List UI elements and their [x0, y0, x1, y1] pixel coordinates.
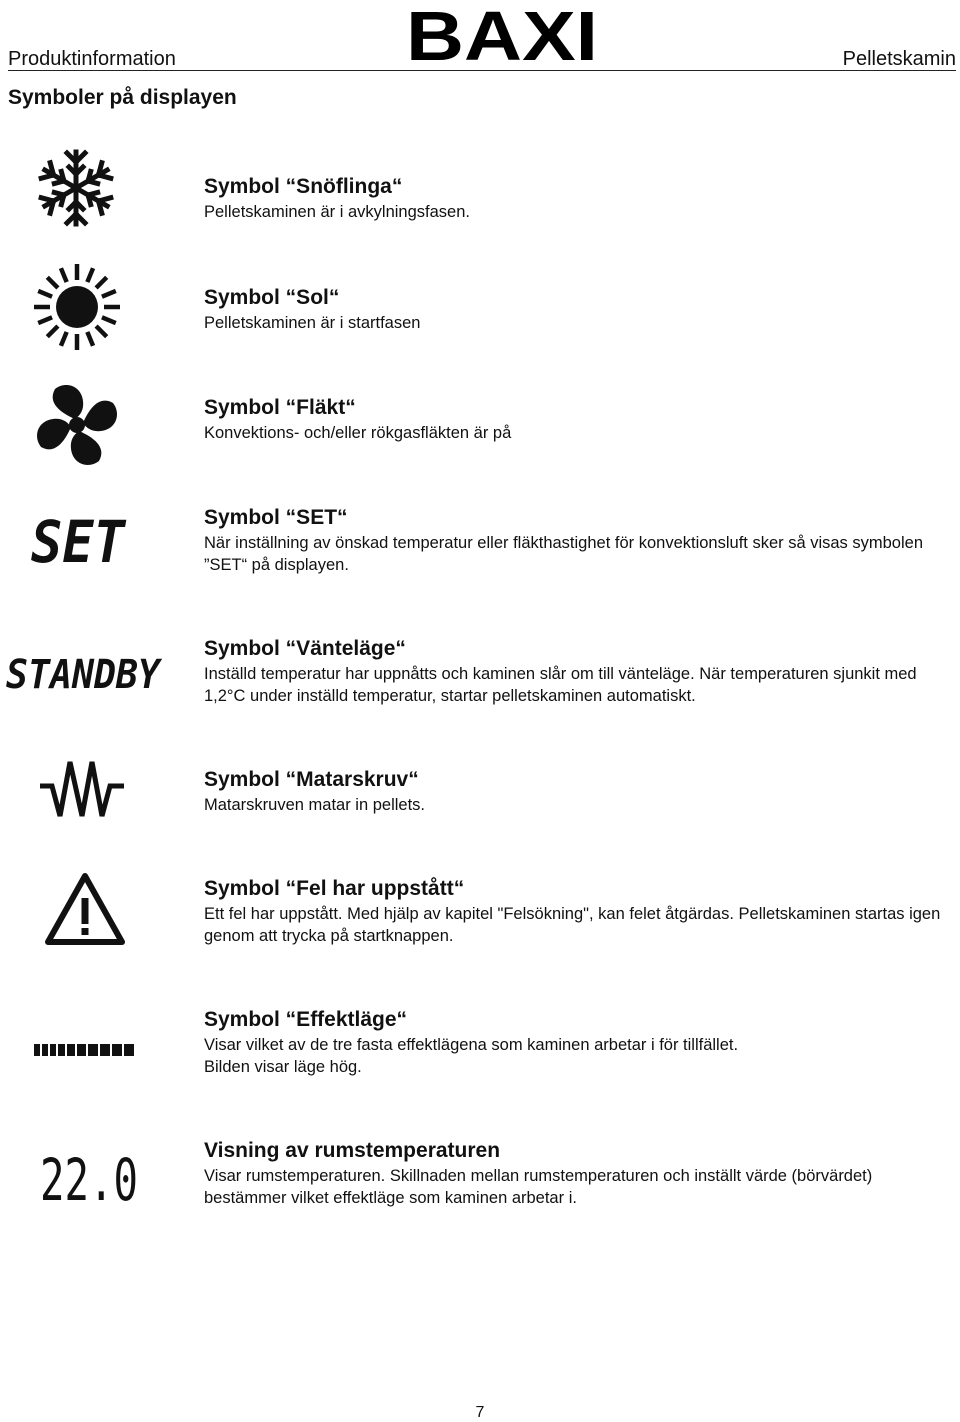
- entry-title: Symbol “SET“: [204, 506, 348, 529]
- header-divider: [8, 70, 956, 71]
- entry-description: Bilden visar läge hög.: [204, 1058, 362, 1076]
- entry-standby: [204, 637, 956, 707]
- entry-title: Symbol “Effektläge“: [204, 1008, 408, 1031]
- entry-power-level: [204, 1008, 956, 1078]
- temperature-display-icon: [38, 1146, 140, 1214]
- entry-title: Symbol “Vänteläge“: [204, 637, 406, 660]
- entry-title: Symbol “Sol“: [204, 286, 340, 309]
- set-icon: [28, 508, 128, 576]
- snowflake-icon: [30, 148, 122, 228]
- entry-sun: [204, 286, 956, 334]
- temperature-display-text: 22.0: [40, 1146, 138, 1214]
- power-level-icon: [34, 1042, 134, 1058]
- entry-description: När inställning av önskad temperatur eller fläkthastighet för konvektionsluft sker så visas symbolen ”SET“ på displayen.: [204, 534, 924, 574]
- entry-fan: [204, 396, 956, 444]
- warning-icon: [44, 872, 126, 946]
- entry-title: Symbol “Snöflinga“: [204, 175, 403, 198]
- logo-text: BAXI: [406, 0, 598, 75]
- entry-description: Inställd temperatur har uppnåtts och kaminen slår om till vänteläge. När temperaturen sjunkit med 1,2°C under inställd temperatur, startar pelletskaminen automatiskt.: [204, 665, 917, 705]
- entry-description: Konvektions- och/eller rökgasfläkten är på: [204, 424, 512, 442]
- entry-description: Pelletskaminen är i avkylningsfasen.: [204, 203, 470, 221]
- feed-screw-icon: [38, 752, 128, 828]
- entry-snowflake: [204, 175, 956, 223]
- entry-room-temperature: [204, 1139, 956, 1209]
- standby-icon-text: STANDBY: [6, 652, 163, 698]
- header-left-title: Produktinformation: [8, 48, 176, 70]
- entry-title: Visning av rumstemperaturen: [204, 1139, 501, 1162]
- entry-error: [204, 877, 956, 947]
- entry-description: Visar vilket av de tre fasta effektlägena som kaminen arbetar i för tillfället.: [204, 1036, 739, 1054]
- entry-set: [204, 506, 956, 576]
- fan-icon: [32, 380, 122, 470]
- entry-title: Symbol “Matarskruv“: [204, 768, 419, 791]
- entry-feed-screw: [204, 768, 956, 816]
- header-right-title: Pelletskamin: [842, 48, 956, 70]
- page-number: 7: [475, 1404, 485, 1421]
- entry-description: Ett fel har uppstått. Med hjälp av kapitel "Felsökning", kan felet åtgärdas. Pelletskaminen startas igen genom att trycka på startknappen.: [204, 905, 941, 945]
- entry-title: Symbol “Fel har uppstått“: [204, 877, 465, 900]
- entry-title: Symbol “Fläkt“: [204, 396, 356, 419]
- entry-description: Pelletskaminen är i startfasen: [204, 314, 421, 332]
- standby-icon: [4, 650, 163, 698]
- baxi-logo: [404, 0, 600, 75]
- entry-description: Matarskruven matar in pellets.: [204, 796, 426, 814]
- entry-description: Visar rumstemperaturen. Skillnaden mellan rumstemperaturen och inställt värde (börvärdet) bestämmer vilket effektläge som kaminen arbetar i.: [204, 1167, 873, 1207]
- set-icon-text: SET: [31, 508, 127, 576]
- page-heading: Symboler på displayen: [8, 86, 237, 109]
- sun-icon: [32, 262, 122, 352]
